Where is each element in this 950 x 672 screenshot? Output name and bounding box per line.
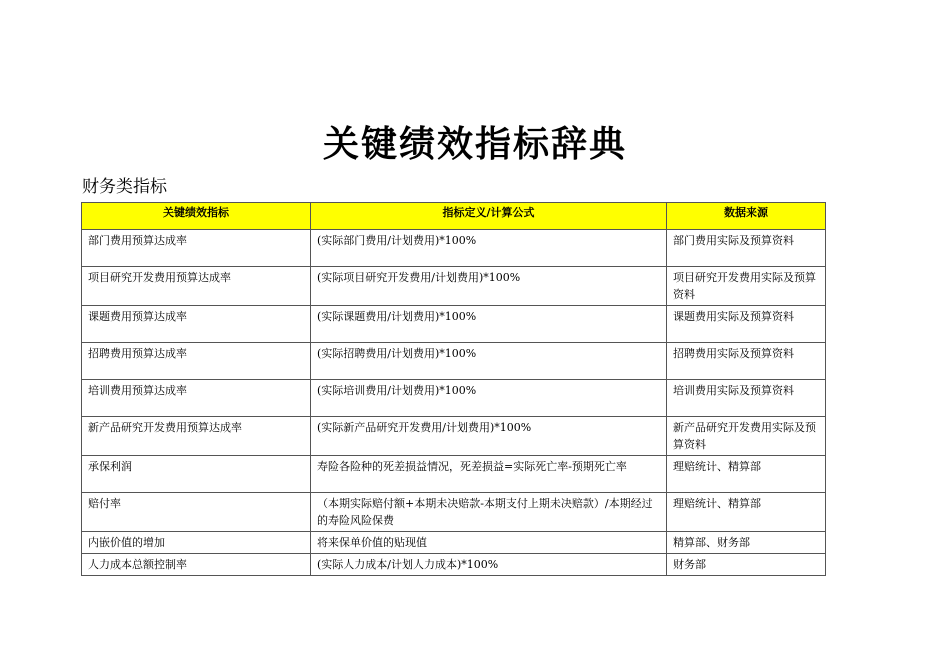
indicator-cell: 部门费用预算达成率 xyxy=(82,230,311,267)
definition-cell: (实际项目研究开发费用/计划费用)*100% xyxy=(311,267,667,306)
source-cell: 精算部、财务部 xyxy=(667,532,826,554)
indicator-cell: 人力成本总额控制率 xyxy=(82,554,311,576)
indicator-cell: 培训费用预算达成率 xyxy=(82,380,311,417)
definition-cell: (实际课题费用/计划费用)*100% xyxy=(311,306,667,343)
definition-cell: 寿险各险种的死差损益情况，死差损益=实际死亡率-预期死亡率 xyxy=(311,456,667,493)
definition-cell: （本期实际赔付额+本期未决赔款-本期支付上期未决赔款）/本期经过的寿险风险保费 xyxy=(311,493,667,532)
table-row xyxy=(82,532,826,554)
table-row xyxy=(82,417,826,456)
header-source: 数据来源 xyxy=(667,203,826,230)
indicator-cell: 承保利润 xyxy=(82,456,311,493)
table-row xyxy=(82,380,826,417)
table-header-row xyxy=(82,203,826,230)
indicator-cell: 内嵌价值的增加 xyxy=(82,532,311,554)
definition-cell: (实际招聘费用/计划费用)*100% xyxy=(311,343,667,380)
definition-cell: (实际新产品研究开发费用/计划费用)*100% xyxy=(311,417,667,456)
source-cell: 理赔统计、精算部 xyxy=(667,456,826,493)
kpi-table xyxy=(81,202,826,576)
source-cell: 新产品研究开发费用实际及预算资料 xyxy=(667,417,826,456)
source-cell: 理赔统计、精算部 xyxy=(667,493,826,532)
table-row xyxy=(82,306,826,343)
section-title: 财务类指标 xyxy=(82,177,167,197)
indicator-cell: 新产品研究开发费用预算达成率 xyxy=(82,417,311,456)
definition-cell: (实际培训费用/计划费用)*100% xyxy=(311,380,667,417)
header-definition: 指标定义/计算公式 xyxy=(311,203,667,230)
source-cell: 课题费用实际及预算资料 xyxy=(667,306,826,343)
header-indicator: 关键绩效指标 xyxy=(82,203,311,230)
table-row xyxy=(82,554,826,576)
table-row xyxy=(82,267,826,306)
source-cell: 培训费用实际及预算资料 xyxy=(667,380,826,417)
source-cell: 财务部 xyxy=(667,554,826,576)
definition-cell: (实际人力成本/计划人力成本)*100% xyxy=(311,554,667,576)
source-cell: 项目研究开发费用实际及预算资料 xyxy=(667,267,826,306)
table-row xyxy=(82,456,826,493)
indicator-cell: 赔付率 xyxy=(82,493,311,532)
indicator-cell: 项目研究开发费用预算达成率 xyxy=(82,267,311,306)
indicator-cell: 招聘费用预算达成率 xyxy=(82,343,311,380)
document-title: 关键绩效指标辞典 xyxy=(322,123,627,165)
table-row xyxy=(82,343,826,380)
source-cell: 招聘费用实际及预算资料 xyxy=(667,343,826,380)
table-row xyxy=(82,493,826,532)
definition-cell: (实际部门费用/计划费用)*100% xyxy=(311,230,667,267)
indicator-cell: 课题费用预算达成率 xyxy=(82,306,311,343)
definition-cell: 将来保单价值的贴现值 xyxy=(311,532,667,554)
source-cell: 部门费用实际及预算资料 xyxy=(667,230,826,267)
table-row xyxy=(82,230,826,267)
